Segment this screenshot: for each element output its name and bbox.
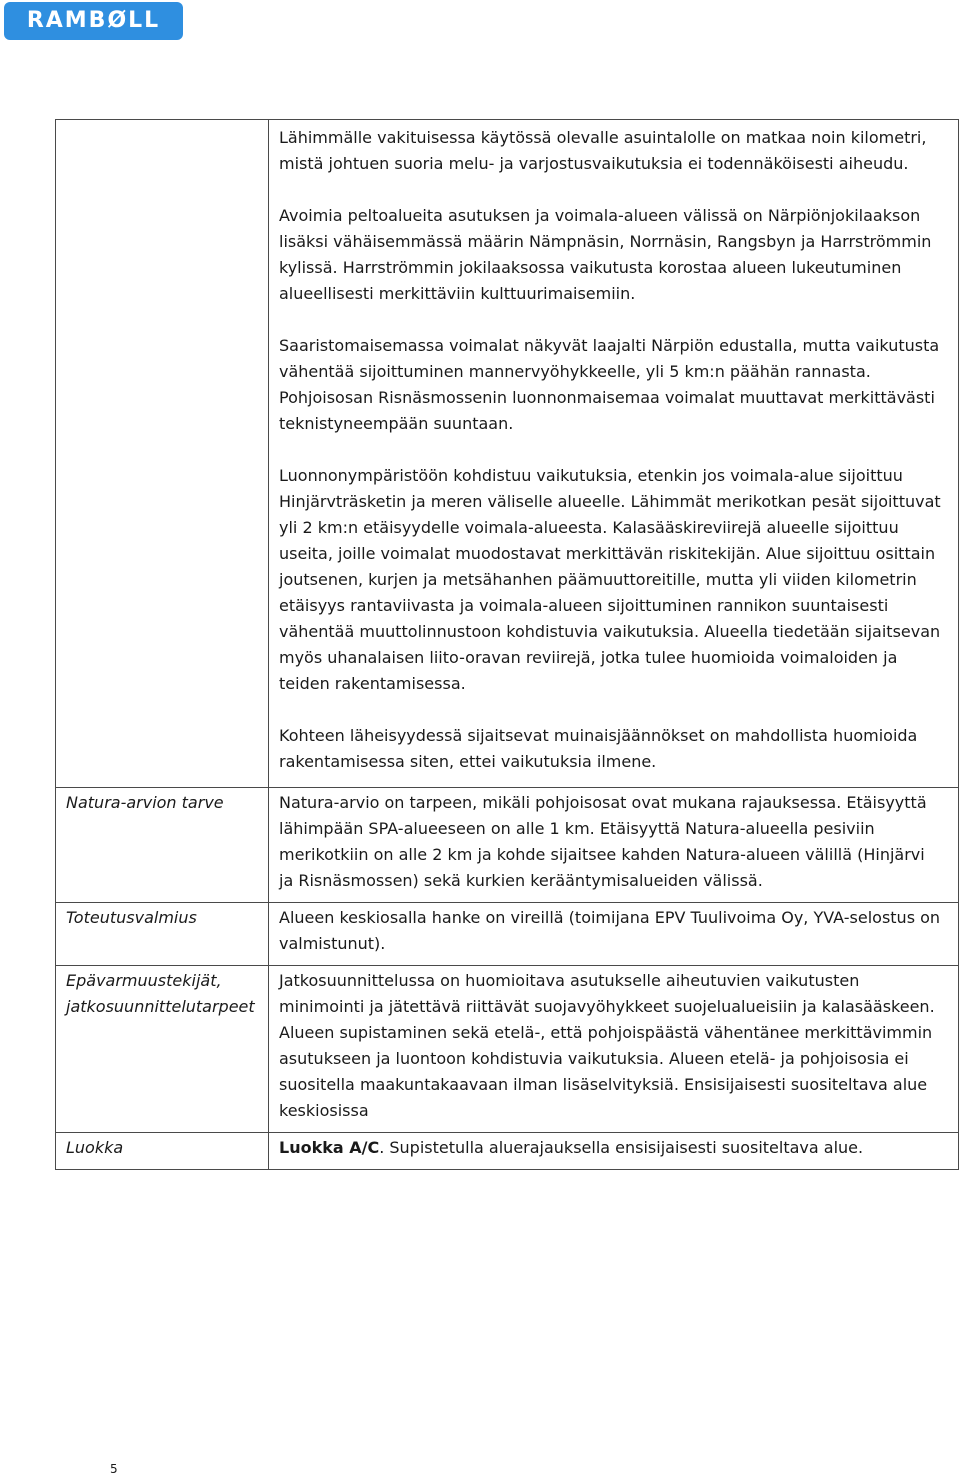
table-row [56,903,959,966]
row-content [269,1133,959,1170]
paragraph: Avoimia peltoalueita asutuksen ja voimala-alueen välissä on Närpiönjokilaakson lisäksi vähäisemmässä määrin Nämpnäsin, Norrnäsin, Rangsbyn ja Harrströmmin kylissä. Harrströmmin jokilaaksossa vaikutusta korostaa alueen lukeutuminen alueellisesti merkittäviin kulttuurimaisemiin. [279,206,932,303]
table-row [56,120,959,788]
assessment-table [55,119,959,1170]
table-row [56,788,959,903]
row-content: Natura-arvio on tarpeen, mikäli pohjoisosat ovat mukana rajauksessa. Etäisyyttä lähimpään SPA-alueeseen on alle 1 km. Etäisyyttä Natura-alueella pesiviin merikotkiin on alle 2 km ja kohde sijaitsee kahden Natura-alueen välillä (Hinjärvi ja Risnäsmossen) sekä kurkien kerääntymisalueiden välissä. [269,788,959,903]
paragraph: Lähimmälle vakituisessa käytössä olevalle asuintalolle on matkaa noin kilometri, mistä johtuen suoria melu- ja varjostusvaikutuksia ei todennäköisesti aiheudu. [279,128,927,173]
grade-label: Luokka A/C [279,1138,380,1157]
paragraph: Luonnonympäristöön kohdistuu vaikutuksia, etenkin jos voimala-alue sijoittuu Hinjärvträsketin ja meren väliselle alueelle. Lähimmät merikotkan pesät sijoittuvat yli 2 km:n etäisyydelle voimala-alueesta. Kalasääskireviirejä alueelle sijoittuu useita, joille voimalat muodostavat merkittävän riskitekijän. Alue sijoittuu osittain joutsenen, kurjen ja metsähanhen päämuuttoreitille, mutta yli viiden kilometrin etäisyys rantaviivasta ja voimala-alueen sijoittuminen rannikon suuntaisesti vähentää muuttolinnustoon kohdistuvia vaikutuksia. Alueella tiedetään sijaitsevan myös uhanalaisen liito-oravan reviirejä, jotka tulee huomioida voimaloiden ja teiden rakentamisessa. [279,466,941,693]
grade-text: . Supistetulla aluerajauksella ensisijaisesti suositeltava alue. [379,1138,864,1157]
table-row [56,966,959,1133]
paragraph: Saaristomaisemassa voimalat näkyvät laajalti Närpiön edustalla, mutta vaikutusta vähentää sijoittuminen mannervyöhykkeelle, yli 5 km:n päähän rannasta. Pohjoisosan Risnäsmossenin luonnonmaisemaa voimalat muuttavat merkittävästi teknistyneempään suuntaan. [279,336,940,433]
row-content: Jatkosuunnittelussa on huomioitava asutukselle aiheutuvien vaikutusten minimointi ja jätettävä riittävät suojavyöhykkeet suojelualueisiin ja kalasääskeen. Alueen supistaminen sekä etelä-, että pohjoispäästä vähentänee merkittävimmin asutukseen ja luontoon kohdistuvia vaikutuksia. Alueen etelä- ja pohjoisosia ei suositella maakuntakaavaan ilman lisäselvityksiä. Ensisijaisesti suositeltava alue keskiosissa [269,966,959,1133]
row-label: Toteutusvalmius [56,903,269,966]
row-label: Natura-arvion tarve [56,788,269,903]
row-content [269,120,959,788]
paragraph: Kohteen läheisyydessä sijaitsevat muinaisjäännökset on mahdollista huomioida rakentamisessa siten, ettei vaikutuksia ilmene. [279,726,918,771]
row-label: Luokka [56,1133,269,1170]
table-row [56,1133,959,1170]
ramboll-logo: RAMBØLL [4,2,183,40]
page-number: 5 [110,1462,118,1476]
row-label [56,120,269,788]
row-content: Alueen keskiosalla hanke on vireillä (toimijana EPV Tuulivoima Oy, YVA-selostus on valmistunut). [269,903,959,966]
row-label: Epävarmuustekijät, jatkosuunnittelutarpeet [56,966,269,1133]
